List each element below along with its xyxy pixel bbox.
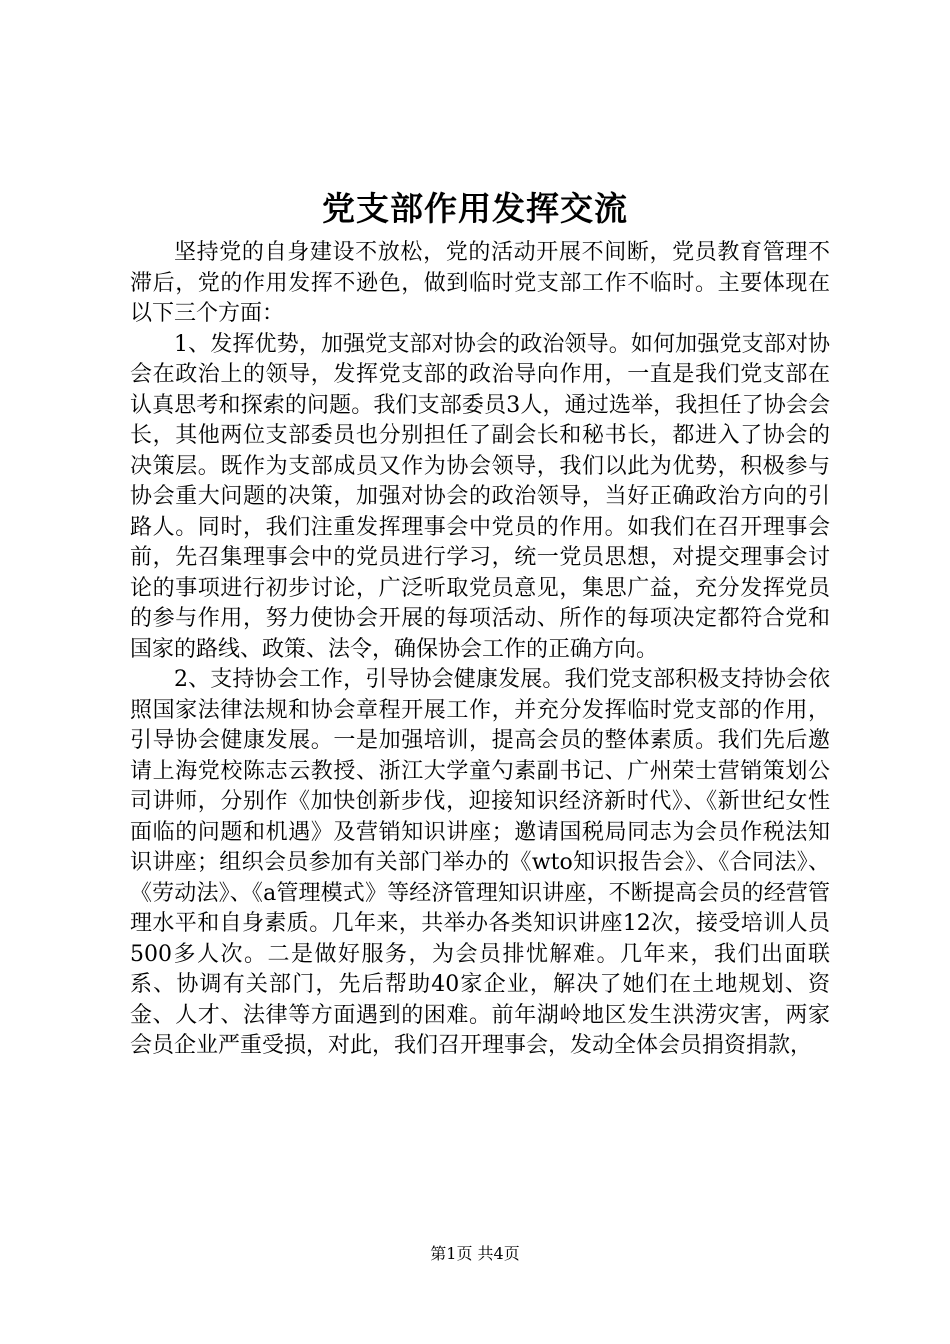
paragraph-intro: 坚持党的自身建设不放松，党的活动开展不间断，党员教育管理不滞后，党的作用发挥不逊色，做到临时党支部工作不临时。主要体现在以下三个方面： xyxy=(130,240,830,326)
document-body xyxy=(130,238,830,1062)
page-number-footer: 第1页 共4页 xyxy=(430,1244,520,1263)
paragraph-point-1: 1、发挥优势，加强党支部对协会的政治领导。如何加强党支部对协会在政治上的领导，发挥党支部的政治导向作用，一直是我们党支部在认真思考和探索的问题。我们支部委员3人，通过选举，我担任了协会会长，其他两位支部委员也分别担任了副会长和秘书长，都进入了协会的决策层。既作为支部成员又作为协会领导，我们以此为优势，积极参与协会重大问题的决策，加强对协会的政治领导，当好正确政治方向的引路人。同时，我们注重发挥理事会中党员的作用。如我们在召开理事会前，先召集理事会中的党员进行学习，统一党员思想，对提交理事会讨论的事项进行初步讨论，广泛听取党员意见，集思广益，充分发挥党员的参与作用，努力使协会开展的每项活动、所作的每项决定都符合党和国家的路线、政策、法令，确保协会工作的正确方向。 xyxy=(130,331,830,662)
document-title: 党支部作用发挥交流 xyxy=(322,189,628,228)
paragraph-point-2: 2、支持协会工作，引导协会健康发展。我们党支部积极支持协会依照国家法律法规和协会章程开展工作，并充分发挥临时党支部的作用，引导协会健康发展。一是加强培训，提高会员的整体素质。我们先后邀请上海党校陈志云教授、浙江大学童勺素副书记、广州荣士营销策划公司讲师，分别作《加快创新步伐，迎接知识经济新时代》、《新世纪女性面临的问题和机遇》及营销知识讲座；邀请国税局同志为会员作税法知识讲座；组织会员参加有关部门举办的《wto知识报告会》、《合同法》、《劳动法》、《a管理模式》等经济管理知识讲座，不断提高会员的经营管理水平和自身素质。几年来，共举办各类知识讲座12次，接受培训人员500多人次。二是做好服务，为会员排忧解难。几年来，我们出面联系、协调有关部门，先后帮助40家企业，解决了她们在土地规划、资金、人才、法律等方面遇到的困难。前年湖岭地区发生洪涝灾害，两家会员企业严重受损，对此，我们召开理事会，发动全体会员捐资捐款， xyxy=(130,667,830,1058)
